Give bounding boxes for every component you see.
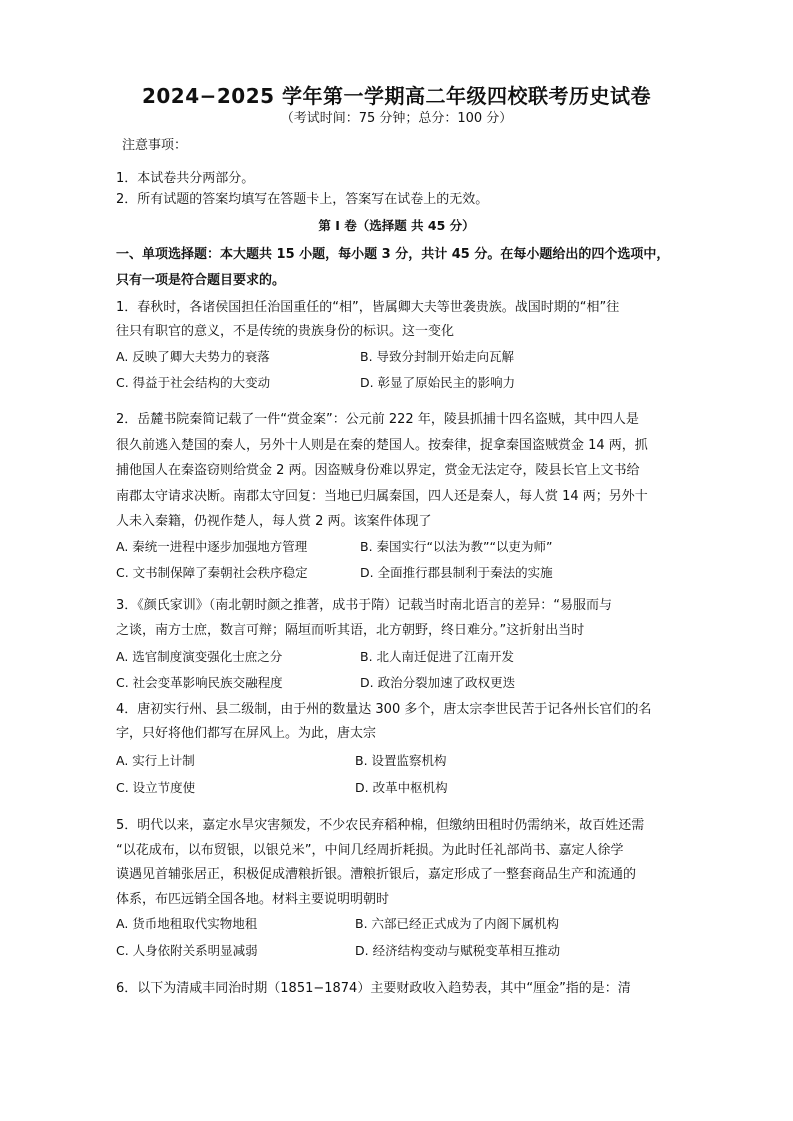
question-2-line: 2．岳麓书院秦简记载了一件“赏金案”：公元前 222 年，陵县抓捕十四名盗贼，其中四人是 [116, 412, 639, 427]
question-5-line: 5．明代以来，嘉定水旱灾害频发，不少农民弃稻种棉，但缴纳田租时仍需纳米，故百姓还需 [116, 818, 645, 833]
question-2-line: 捕他国人在秦盗窃则给赏金 2 两。因盗贼身份难以界定，赏金无法定夺，陵县长官上文书给 [116, 463, 640, 478]
question-1-option-c: C. 得益于社会结构的大变动 [116, 375, 271, 390]
exam-title: 2024−2025 学年第一学期高二年级四校联考历史试卷 [141, 84, 652, 108]
question-2-option-d: D. 全面推行郡县制利于秦法的实施 [360, 565, 553, 580]
question-3-option-b: B. 北人南迁促进了江南开发 [360, 649, 515, 664]
question-2-line: 人未入秦籍，仍视作楚人，每人赏 2 两。该案件体现了 [116, 514, 432, 529]
question-3-line: 之谈，南方士庶，数言可辩；隔垣而听其语，北方朝野，终日难分。”这折射出当时 [116, 623, 585, 638]
question-4-line: 4．唐初实行州、县二级制，由于州的数量达 300 多个，唐太宗李世民苦于记各州长官们的名 [116, 702, 652, 717]
part1-heading: 第 I 卷（选择题 共 45 分） [318, 218, 475, 233]
question-1-option-d: D. 彰显了原始民主的影响力 [360, 375, 516, 390]
question-5-option-a: A. 货币地租取代实物地租 [116, 916, 258, 931]
question-1-line: 1．春秋时，各诸侯国担任治国重任的“相”，皆属卿大夫等世袭贵族。战国时期的“相”往 [116, 300, 620, 315]
exam-subtitle: （考试时间：75 分钟；总分：100 分） [280, 111, 513, 126]
section-instruction-line1: 一、单项选择题：本大题共 15 小题，每小题 3 分，共计 45 分。在每小题给出的四个选项中， [116, 247, 670, 262]
question-5-option-b: B. 六部已经正式成为了内阁下属机构 [355, 916, 560, 931]
notes-heading: 注意事项： [122, 138, 188, 153]
question-4-line: 字，只好将他们都写在屏风上。为此，唐太宗 [116, 726, 377, 741]
question-4-option-b: B. 设置监察机构 [355, 753, 447, 768]
question-4-option-c: C. 设立节度使 [116, 780, 196, 795]
question-1-line: 往只有职官的意义，不是传统的贵族身份的标识。这一变化 [116, 324, 455, 339]
note-item-2: 2．所有试题的答案均填写在答题卡上，答案写在试卷上的无效。 [116, 192, 489, 207]
question-6-line: 6．以下为清咸丰同治时期（1851−1874）主要财政收入趋势表，其中“厘金”指的是：清 [116, 981, 631, 996]
question-2-option-c: C. 文书制保障了秦朝社会秩序稳定 [116, 565, 308, 580]
question-2-option-b: B. 秦国实行“以法为教”“以吏为师” [360, 539, 553, 554]
question-5-line: “以花成布，以布贸银，以银兑米”，中间几经周折耗损。为此时任礼部尚书、嘉定人徐学 [116, 843, 624, 858]
question-3-line: 3．《颜氏家训》（南北朝时颜之推著，成书于隋）记载当时南北语言的差异：“易服而与 [116, 598, 613, 613]
question-2-line: 很久前逃入楚国的秦人，另外十人则是在秦的楚国人。按秦律，捉拿秦国盗贼赏金 14 两，抓 [116, 438, 648, 453]
question-5-line: 体系，布匹远销全国各地。材料主要说明明朝时 [116, 892, 390, 907]
question-5-option-d: D. 经济结构变动与赋税变革相互推动 [355, 943, 561, 958]
question-4-option-a: A. 实行上计制 [116, 753, 195, 768]
question-3-option-a: A. 选官制度演变强化士庶之分 [116, 649, 283, 664]
question-2-line: 南郡太守请求决断。南郡太守回复：当地已归属秦国，四人还是秦人，每人赏 14 两；另外十 [116, 489, 648, 504]
question-1-option-a: A. 反映了卿大夫势力的衰落 [116, 349, 270, 364]
question-2-option-a: A. 秦统一进程中逐步加强地方管理 [116, 539, 308, 554]
question-5-option-c: C. 人身依附关系明显减弱 [116, 943, 258, 958]
question-3-option-d: D. 政治分裂加速了政权更迭 [360, 675, 516, 690]
question-1-option-b: B. 导致分封制开始走向瓦解 [360, 349, 515, 364]
note-item-1: 1．本试卷共分两部分。 [116, 171, 255, 186]
section-instruction-line2: 只有一项是符合题目要求的。 [116, 273, 286, 288]
question-3-option-c: C. 社会变革影响民族交融程度 [116, 675, 283, 690]
question-4-option-d: D. 改革中枢机构 [355, 780, 448, 795]
question-5-line: 谟遇见首辅张居正，积极促成漕粮折银。漕粮折银后，嘉定形成了一整套商品生产和流通的 [116, 867, 637, 882]
